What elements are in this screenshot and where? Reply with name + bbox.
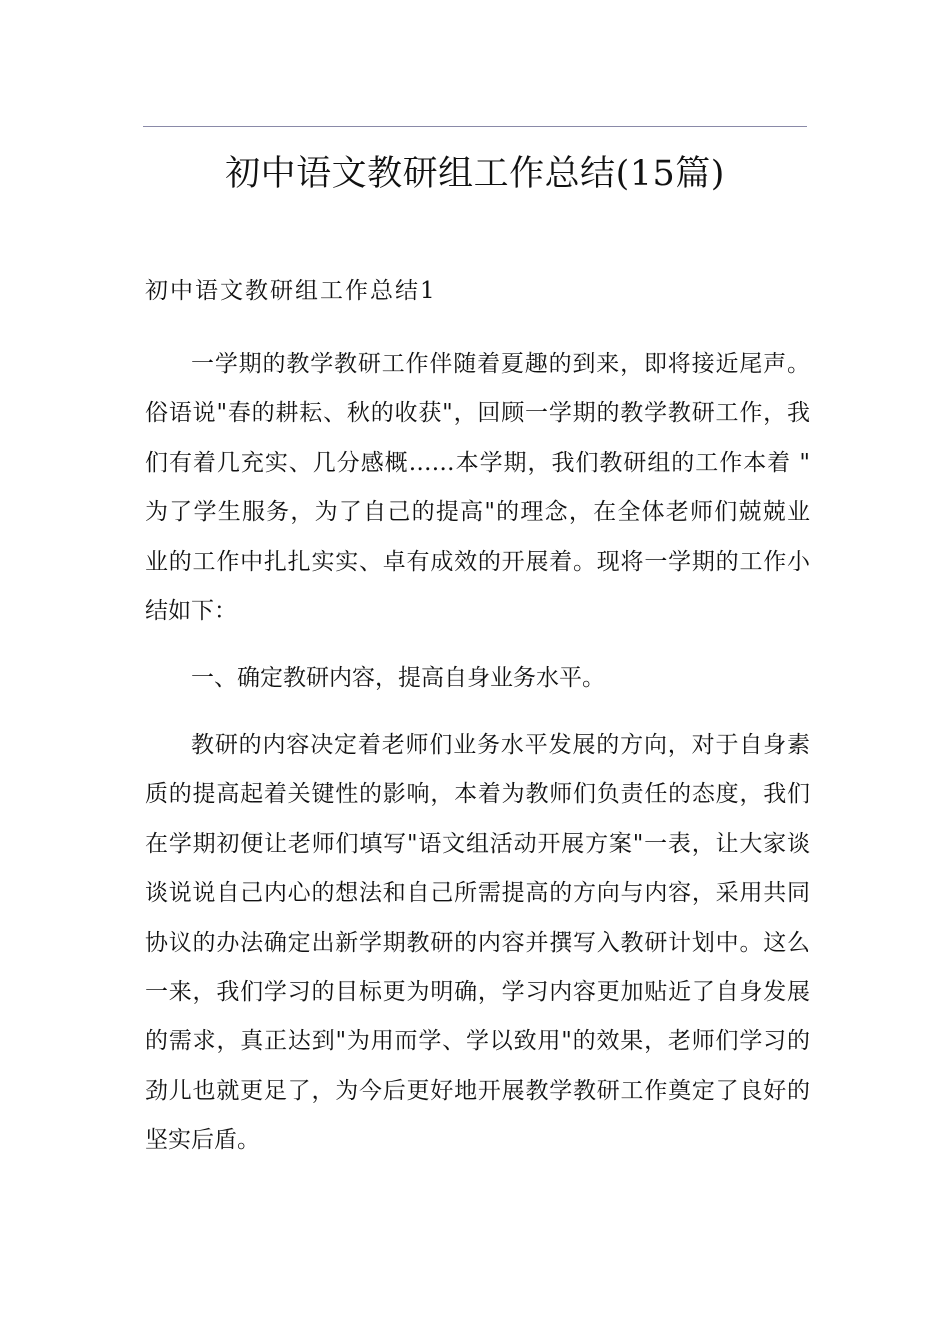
paragraph-line: 劲儿也就更足了，为今后更好地开展教学教研工作奠定了良好的 [145, 1077, 810, 1104]
paragraph-line: 谈说说自己内心的想法和自己所需提高的方向与内容，采用共同 [145, 880, 810, 907]
paragraph-line: 的需求，真正达到"为用而学、学以致用"的效果，老师们学习的 [145, 1028, 810, 1055]
paragraph-line: 业的工作中扎扎实实、卓有成效的开展着。现将一学期的工作小 [145, 548, 810, 575]
paragraph-line: 质的提高起着关键性的影响，本着为教师们负责任的态度，我们 [145, 781, 810, 808]
document-title: 初中语文教研组工作总结(15篇) [225, 154, 725, 194]
paragraph-line: 结如下： [145, 597, 237, 624]
subheading-paragraph [145, 654, 810, 703]
paragraph-line: 一、确定教研内容，提高自身业务水平。 [191, 665, 605, 691]
paragraph-intro [145, 340, 810, 636]
paragraph-line: 为了学生服务，为了自己的提高"的理念，在全体老师们兢兢业 [145, 499, 810, 526]
paragraph-line: 们有着几充实、几分感概……本学期，我们教研组的工作本着 " [145, 449, 810, 476]
paragraph-line: 教研的内容决定着老师们业务水平发展的方向，对于自身素 [191, 732, 810, 758]
paragraph-line: 俗语说"春的耕耘、秋的收获"，回顾一学期的教学教研工作，我 [145, 400, 810, 427]
paragraph-body [145, 721, 810, 1166]
header-rule [143, 126, 807, 127]
paragraph-line: 一来，我们学习的目标更为明确，学习内容更加贴近了自身发展 [145, 978, 810, 1005]
paragraph-line: 一学期的教学教研工作伴随着夏趣的到来，即将接近尾声。 [191, 351, 810, 377]
paragraph-line: 坚实后盾。 [145, 1127, 260, 1154]
section-heading: 初中语文教研组工作总结1 [145, 278, 437, 304]
paragraph-line: 在学期初便让老师们填写"语文组活动开展方案"一表，让大家谈 [145, 830, 810, 857]
paragraph-line: 协议的办法确定出新学期教研的内容并撰写入教研计划中。这么 [145, 929, 810, 956]
